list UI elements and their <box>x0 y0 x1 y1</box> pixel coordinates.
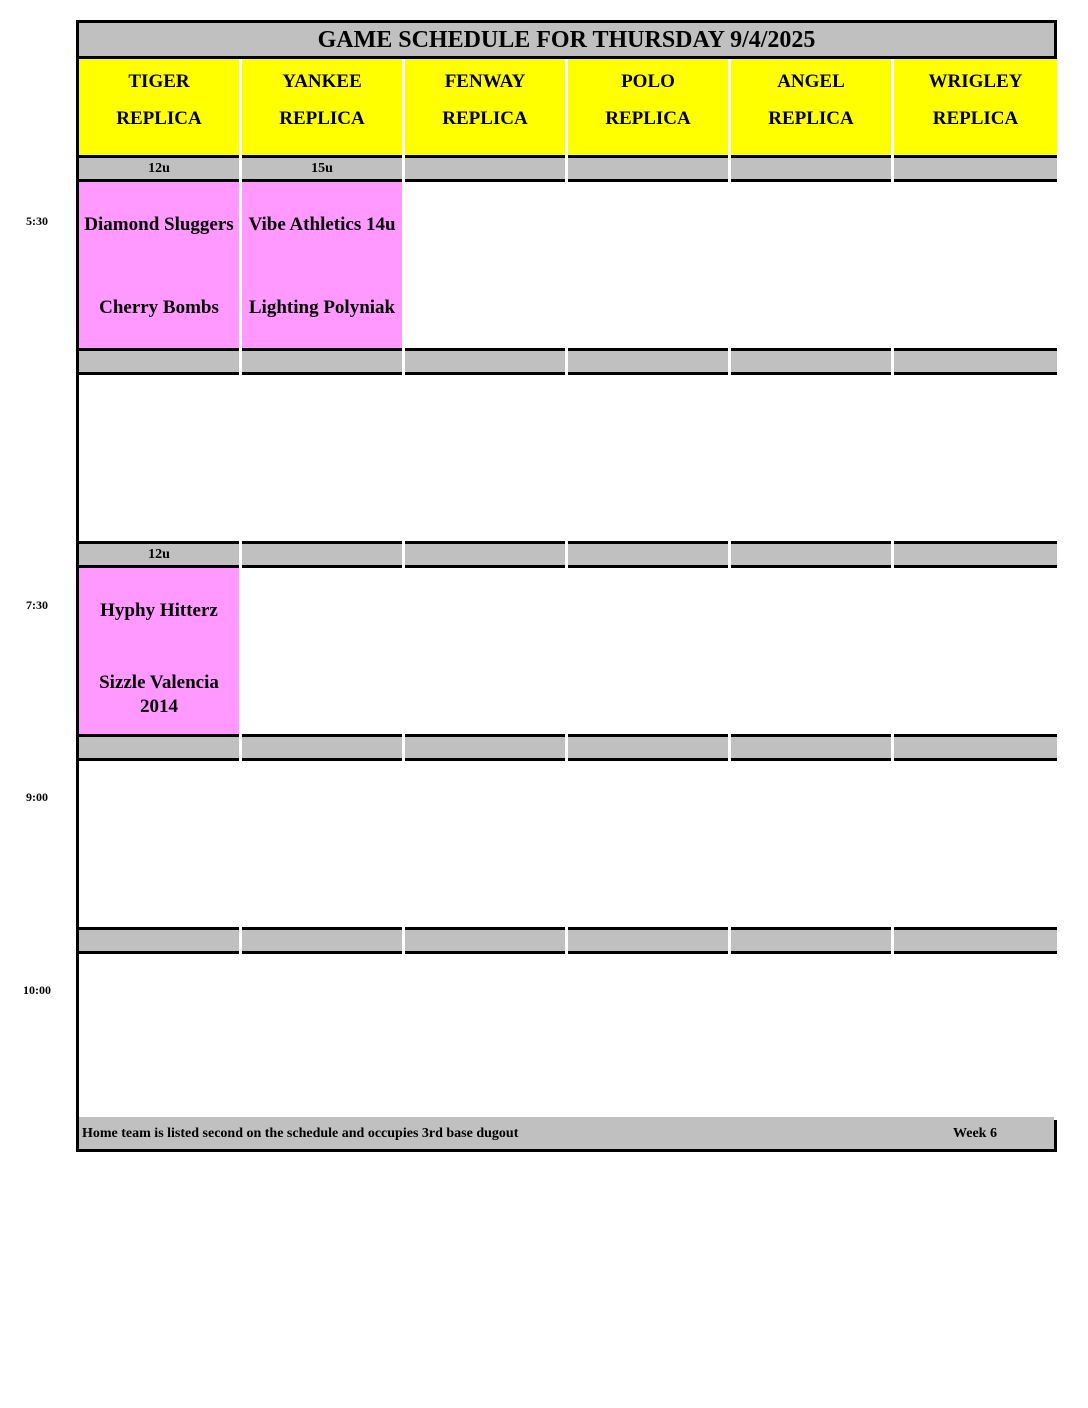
age-band: 12u <box>79 544 239 568</box>
game-slot <box>242 954 402 1123</box>
game-slot <box>568 568 728 737</box>
schedule-grid <box>76 20 1057 1152</box>
field-name: ANGEL <box>777 71 845 92</box>
game-slot <box>731 954 891 1123</box>
game-slot <box>731 182 891 351</box>
age-band <box>568 544 728 568</box>
game-slot <box>405 761 565 930</box>
field-sub: REPLICA <box>279 108 365 129</box>
field-sub: REPLICA <box>116 108 202 129</box>
game-slot <box>731 568 891 737</box>
time-label-730: 7:30 <box>26 598 48 612</box>
game-slot <box>894 761 1057 930</box>
age-band: 12u <box>79 158 239 182</box>
age-band <box>731 544 891 568</box>
age-band <box>568 930 728 954</box>
age-band <box>894 351 1057 375</box>
age-band <box>242 737 402 761</box>
age-band <box>568 737 728 761</box>
game-slot <box>568 182 728 351</box>
age-band <box>405 737 565 761</box>
home-team: Sizzle Valencia 2014 <box>99 672 219 717</box>
time-label-1000: 10:00 <box>23 983 51 997</box>
home-team: Cherry Bombs <box>99 297 219 318</box>
age-band <box>894 737 1057 761</box>
time-label-900: 9:00 <box>26 790 48 804</box>
game-slot-tiger-730 <box>79 568 239 737</box>
field-sub: REPLICA <box>932 108 1019 129</box>
age-band <box>894 930 1057 954</box>
field-sub: REPLICA <box>605 108 691 129</box>
schedule-footer <box>79 1117 1054 1149</box>
game-slot <box>79 954 239 1123</box>
game-slot <box>405 954 565 1123</box>
field-header-wrigley <box>894 59 1057 158</box>
away-team: Vibe Athletics 14u <box>248 214 396 235</box>
age-band <box>568 351 728 375</box>
age-band <box>405 351 565 375</box>
age-band: 15u <box>242 158 402 182</box>
field-header-angel <box>731 59 891 158</box>
age-band <box>568 158 728 182</box>
footer-note: Home team is listed second on the schedule and occupies 3rd base dugout <box>82 1126 519 1141</box>
age-band <box>731 351 891 375</box>
age-band <box>405 158 565 182</box>
game-slot <box>731 761 891 930</box>
field-header-fenway <box>405 59 565 158</box>
game-slot <box>242 761 402 930</box>
field-sub: REPLICA <box>768 108 854 129</box>
game-slot <box>568 761 728 930</box>
field-name: FENWAY <box>444 71 526 92</box>
week-label: Week 6 <box>953 1126 997 1141</box>
field-header-polo <box>568 59 728 158</box>
age-band <box>242 544 402 568</box>
age-band <box>731 930 891 954</box>
game-slot <box>894 375 1057 544</box>
game-slot <box>242 375 402 544</box>
game-slot-tiger-530 <box>79 182 239 351</box>
age-band <box>731 158 891 182</box>
game-slot <box>405 568 565 737</box>
field-header-yankee <box>242 59 402 158</box>
schedule-title: GAME SCHEDULE FOR THURSDAY 9/4/2025 <box>79 23 1054 59</box>
age-band <box>79 737 239 761</box>
game-slot <box>79 375 239 544</box>
age-band <box>242 930 402 954</box>
game-slot <box>894 954 1057 1123</box>
age-band <box>894 544 1057 568</box>
game-slot <box>894 182 1057 351</box>
game-slot <box>731 375 891 544</box>
field-sub: REPLICA <box>442 108 528 129</box>
field-name: TIGER <box>128 71 190 92</box>
age-band <box>79 930 239 954</box>
game-slot <box>894 568 1057 737</box>
field-name: POLO <box>621 71 675 92</box>
away-team: Hyphy Hitterz <box>100 600 218 621</box>
game-slot <box>405 182 565 351</box>
age-band <box>242 351 402 375</box>
age-band <box>405 544 565 568</box>
game-slot <box>242 568 402 737</box>
age-band <box>894 158 1057 182</box>
away-team: Diamond Sluggers <box>84 214 234 235</box>
age-band <box>405 930 565 954</box>
field-header-tiger <box>79 59 239 158</box>
game-slot <box>568 954 728 1123</box>
game-slot <box>79 761 239 930</box>
home-team: Lighting Polyniak <box>248 297 396 318</box>
field-name: YANKEE <box>282 71 362 92</box>
field-name: WRIGLEY <box>928 71 1023 92</box>
age-band <box>731 737 891 761</box>
game-slot <box>568 375 728 544</box>
age-band <box>79 351 239 375</box>
game-slot-yankee-530 <box>242 182 402 351</box>
time-label-530: 5:30 <box>26 214 48 228</box>
game-slot <box>405 375 565 544</box>
